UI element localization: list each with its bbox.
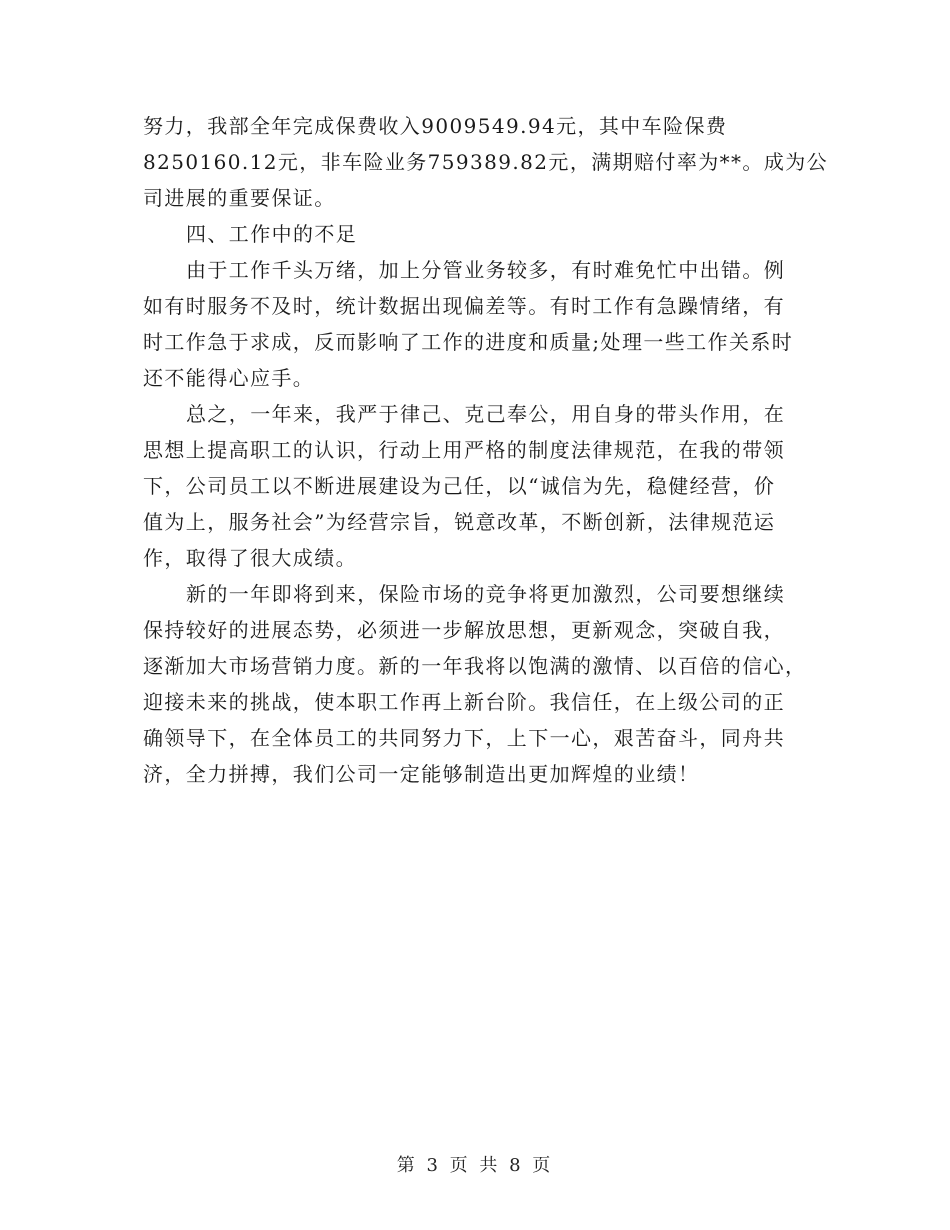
document-body	[143, 108, 829, 792]
paragraph-line: 司进展的重要保证。	[143, 186, 336, 210]
paragraph-line: 时工作急于求成，反而影响了工作的进度和质量;处理一些工作关系时	[143, 330, 794, 354]
paragraph-line: 济，全力拼搏，我们公司一定能够制造出更加辉煌的业绩！	[143, 762, 700, 786]
paragraph-line: 保持较好的进展态势，必须进一步解放思想，更新观念，突破自我，	[143, 618, 785, 642]
paragraph-line: 努力，我部全年完成保费收入9009549.94元，其中车险保费	[143, 114, 728, 138]
paragraph-line: 确领导下，在全体员工的共同努力下，上下一心，艰苦奋斗，同舟共	[143, 726, 785, 750]
paragraph-line: 下，公司员工以不断进展建设为己任，以“诚信为先，稳健经营，价	[143, 474, 776, 498]
paragraph-line: 如有时服务不及时，统计数据出现偏差等。有时工作有急躁情绪，有	[143, 294, 785, 318]
paragraph-line: 新的一年即将到来，保险市场的竞争将更加激烈，公司要想继续	[186, 582, 786, 606]
paragraph-line: 8250160.12元，非车险业务759389.82元，满期赔付率为**。成为公	[143, 150, 829, 174]
paragraph-line: 值为上，服务社会”为经营宗旨，锐意改革，不断创新，法律规范运	[143, 510, 776, 534]
section-heading: 四、工作中的不足	[186, 222, 358, 246]
page-number: 第 3 页 共 8 页	[396, 1155, 554, 1176]
paragraph-line: 迎接未来的挑战，使本职工作再上新台阶。我信任，在上级公司的正	[143, 690, 785, 714]
paragraph-line: 由于工作千头万绪，加上分管业务较多，有时难免忙中出错。例	[186, 258, 786, 282]
paragraph-line: 思想上提高职工的认识，行动上用严格的制度法律规范，在我的带领	[143, 438, 785, 462]
paragraph-line: 逐渐加大市场营销力度。新的一年我将以饱满的激情、以百倍的信心，	[143, 654, 807, 678]
paragraph-line: 总之，一年来，我严于律己、克己奉公，用自身的带头作用，在	[186, 402, 786, 426]
paragraph-line: 作，取得了很大成绩。	[143, 546, 357, 570]
paragraph-line: 还不能得心应手。	[143, 366, 315, 390]
